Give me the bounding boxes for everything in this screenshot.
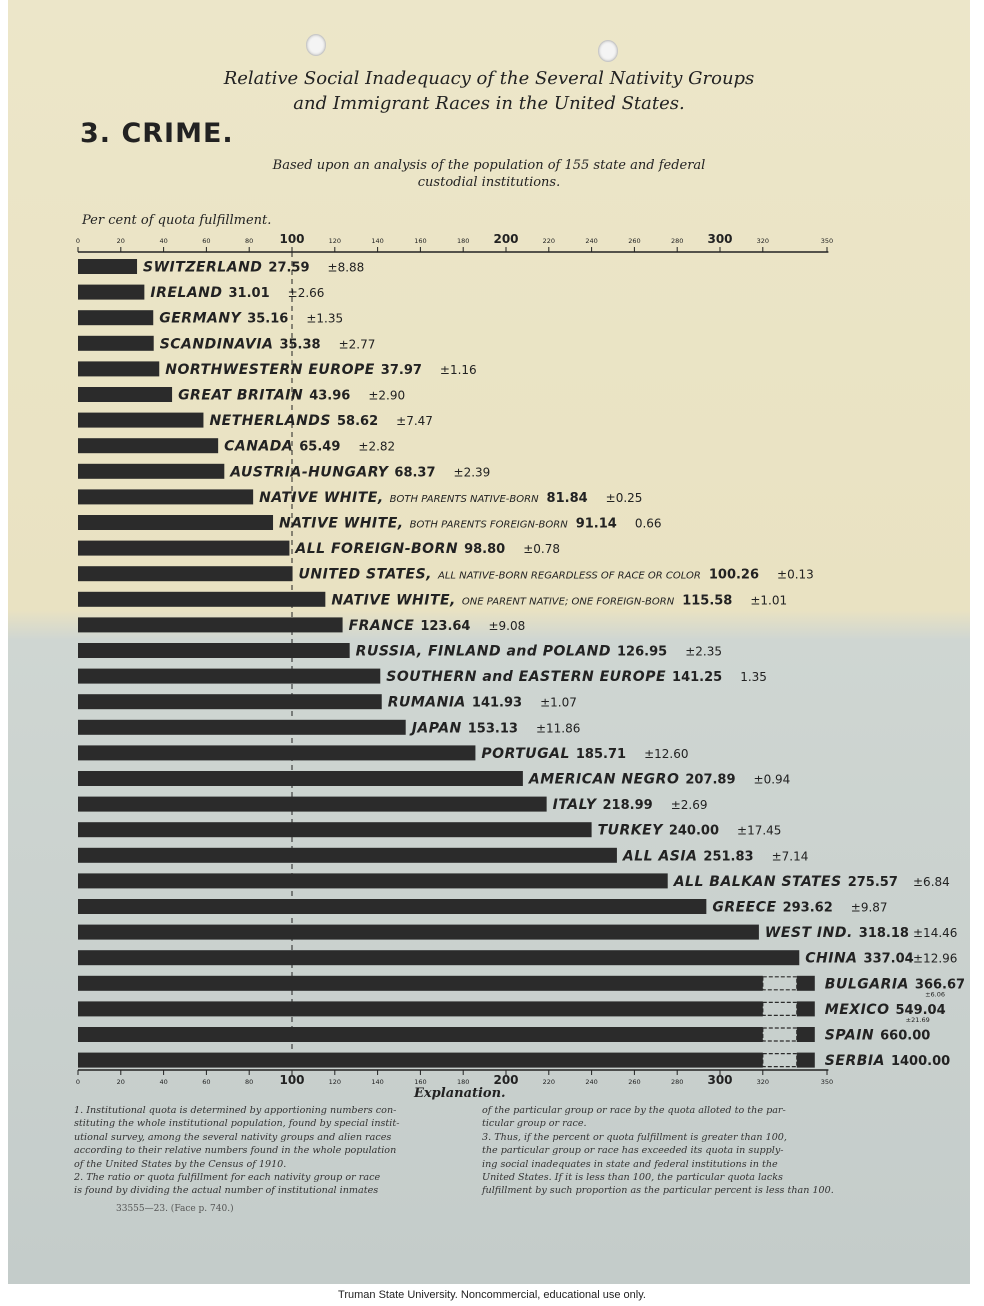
bar-label: ALL BALKAN STATES — [673, 873, 842, 890]
bar-error-label: ±2.35 — [685, 644, 722, 659]
bar-label: TURKEY — [597, 822, 663, 839]
bar-label: BULGARIA — [824, 976, 909, 993]
bar-error-label: ±7.47 — [396, 414, 433, 429]
bar-label: ALL FOREIGN-BORN — [295, 541, 459, 558]
data-bar — [78, 515, 273, 530]
bar-value-label: 549.04 — [895, 1002, 946, 1018]
data-bar — [78, 1053, 763, 1068]
axis-label: Per cent of quota fulfillment. — [82, 213, 272, 228]
data-bar — [78, 336, 154, 351]
top-tick-label: 220 — [542, 237, 556, 245]
bar-label: CANADA — [224, 438, 294, 455]
bottom-tick-label: 220 — [542, 1078, 556, 1086]
bar-error-label: ±9.08 — [488, 618, 526, 633]
chart-title-line-2: and Immigrant Races in the United States. — [293, 93, 685, 114]
bar-label: NATIVE WHITE, — [259, 489, 384, 506]
bottom-tick-label: 180 — [456, 1078, 470, 1086]
bottom-tick-label: 80 — [245, 1078, 254, 1086]
note-line: United States. If it is less than 100, the particular quota lacks — [482, 1172, 783, 1184]
data-bar — [78, 822, 592, 837]
bar-value-label: 251.83 — [703, 849, 754, 865]
bottom-tick-label: 300 — [707, 1073, 733, 1087]
data-bar — [78, 387, 172, 402]
top-tick-label: 320 — [756, 237, 770, 245]
bar-value-label: 58.62 — [337, 414, 379, 430]
bar-value-label: 37.97 — [380, 362, 422, 378]
top-tick-label: 20 — [116, 237, 125, 245]
bar-error-label: ±12.96 — [913, 951, 958, 966]
top-tick-label: 120 — [328, 237, 342, 245]
data-bar — [78, 899, 706, 914]
bar-label: IRELAND — [150, 285, 223, 302]
bar-value-label: 660.00 — [880, 1028, 931, 1044]
top-tick-label: 300 — [707, 232, 733, 246]
top-tick-label: 40 — [159, 237, 168, 245]
data-bar — [78, 797, 547, 812]
top-tick-label: 180 — [456, 237, 470, 245]
bar-error-label: ±6.84 — [913, 874, 950, 889]
note-line: 1. Institutional quota is determined by apportioning numbers con- — [74, 1105, 397, 1116]
bar-label: NETHERLANDS — [209, 413, 332, 430]
data-bar — [78, 413, 203, 428]
data-bar-end — [797, 1027, 815, 1042]
bar-error-label: ±1.01 — [750, 593, 788, 608]
image-credit: Truman State University. Noncommercial, educational use only. — [338, 1289, 646, 1301]
bar-label: RUMANIA — [387, 694, 466, 711]
bar-error-label: ±1.07 — [540, 695, 577, 710]
bottom-tick-label: 120 — [328, 1078, 342, 1086]
bottom-tick-label: 60 — [202, 1078, 211, 1086]
bar-label: SWITZERLAND — [143, 259, 263, 276]
data-bar — [78, 848, 617, 863]
bar-error-label: ±9.87 — [850, 900, 888, 915]
bar-error-label: ±7.14 — [771, 849, 809, 864]
data-bar — [78, 617, 343, 632]
bar-label: AMERICAN NEGRO — [528, 771, 680, 788]
bar-error-label: ±14.46 — [913, 926, 958, 941]
bar-label: GREECE — [712, 899, 777, 916]
bar-value-label: 318.18 — [858, 926, 909, 942]
bar-break — [763, 1028, 797, 1041]
data-bar — [78, 694, 382, 709]
bar-value-label: 91.14 — [575, 516, 617, 532]
bar-value-label: 100.26 — [708, 567, 760, 583]
top-tick-label: 240 — [585, 237, 598, 245]
note-line: of the particular group or race by the quota alloted to the par- — [482, 1105, 786, 1116]
top-tick-label: 200 — [493, 232, 519, 246]
data-bar — [78, 464, 224, 479]
bar-error-label: ±11.86 — [535, 721, 581, 736]
top-tick-label: 260 — [628, 237, 641, 245]
data-bar — [78, 489, 253, 504]
bar-value-label: 43.96 — [309, 388, 351, 404]
bar-value-label: 141.93 — [471, 695, 523, 711]
bottom-tick-label: 20 — [116, 1078, 125, 1086]
data-bar-end — [797, 1001, 815, 1016]
bar-value-label: 65.49 — [299, 439, 341, 455]
bottom-tick-label: 260 — [628, 1078, 641, 1086]
data-bar — [78, 873, 668, 888]
bar-value-label: 98.80 — [464, 542, 506, 558]
bar-label: GERMANY — [159, 310, 242, 327]
chart-heading: 3. CRIME. — [80, 118, 234, 149]
bar-label: SOUTHERN and EASTERN EUROPE — [386, 669, 667, 686]
bottom-tick-label: 40 — [159, 1078, 168, 1086]
bar-value-label: 366.67 — [914, 977, 966, 993]
bar-error-label: ±0.13 — [777, 567, 814, 582]
bar-break — [763, 1054, 797, 1067]
chart-sheet — [8, 0, 970, 1284]
bar-value-label: 81.84 — [546, 490, 588, 506]
bar-error-label: ±2.69 — [670, 798, 708, 813]
data-bar — [78, 925, 759, 940]
bar-label: SCANDINAVIA — [159, 336, 274, 353]
bar-error-label: ±6.06 — [925, 990, 946, 999]
note-line: the particular group or race has exceeded its quota in supply- — [482, 1145, 784, 1157]
bar-error-label: ±0.25 — [605, 490, 643, 505]
data-bar — [78, 976, 763, 991]
bar-error-label: ±21.69 — [905, 1015, 930, 1024]
data-bar — [78, 720, 406, 735]
data-bar — [78, 310, 153, 325]
data-bar — [78, 1001, 763, 1016]
bar-label: GREAT BRITAIN — [178, 387, 304, 404]
bar-value-label: 153.13 — [467, 721, 518, 737]
bar-label-detail: ONE PARENT NATIVE; ONE FOREIGN-BORN — [461, 596, 675, 608]
bar-label-detail: BOTH PARENTS FOREIGN-BORN — [409, 519, 568, 531]
data-bar — [78, 669, 380, 684]
data-bar — [78, 950, 799, 965]
bar-value-label: 240.00 — [668, 823, 720, 839]
bar-value-label: 27.59 — [268, 260, 310, 276]
data-bar — [78, 1027, 763, 1042]
note-line: utional survey, among the several nativity groups and alien races — [74, 1131, 392, 1143]
bar-value-label: 123.64 — [420, 618, 471, 634]
bar-break — [763, 977, 797, 990]
note-line: according to their relative numbers found in the whole population — [74, 1145, 397, 1157]
top-tick-label: 60 — [202, 237, 211, 245]
bar-error-label: ±2.82 — [358, 439, 396, 454]
note-line: ticular group or race. — [482, 1118, 587, 1130]
top-tick-label: 80 — [245, 237, 254, 245]
bar-error-label: ±2.90 — [368, 388, 406, 403]
note-line: of the United States by the Census of 1910. — [74, 1158, 287, 1170]
explanation-notes-right — [482, 1104, 902, 1198]
bar-value-label: 218.99 — [602, 798, 653, 814]
bar-label: WEST IND. — [764, 925, 853, 942]
bar-value-label: 115.58 — [682, 593, 733, 609]
note-line: is found by dividing the actual number of institutional inmates — [74, 1185, 379, 1197]
top-tick-label: 0 — [75, 237, 81, 245]
bar-label: SERBIA — [824, 1053, 885, 1070]
bottom-tick-label: 0 — [75, 1078, 81, 1086]
bar-error-label: 0.66 — [634, 516, 662, 531]
bar-chart — [8, 0, 970, 1090]
bottom-tick-label: 140 — [371, 1078, 384, 1086]
bar-label: FRANCE — [348, 617, 415, 634]
data-bar — [78, 566, 293, 581]
bar-error-label: ±17.45 — [737, 823, 782, 838]
data-bar — [78, 361, 159, 376]
bar-error-label: ±12.60 — [644, 746, 689, 761]
bottom-tick-label: 280 — [670, 1078, 684, 1086]
note-line: ing social inadequates in state and federal institutions in the — [482, 1158, 778, 1170]
bottom-tick-label: 350 — [820, 1078, 834, 1086]
data-bar — [78, 285, 144, 300]
bar-value-label: 35.16 — [247, 311, 289, 327]
bar-break — [763, 1002, 797, 1015]
data-bar — [78, 643, 350, 658]
bar-value-label: 293.62 — [782, 900, 833, 916]
data-bar — [78, 771, 523, 786]
bar-value-label: 275.57 — [847, 874, 898, 890]
bar-value-label: 141.25 — [672, 670, 723, 686]
bar-value-label: 68.37 — [394, 465, 436, 481]
top-tick-label: 350 — [820, 237, 834, 245]
top-tick-label: 100 — [279, 232, 305, 246]
data-bar-end — [797, 1053, 815, 1068]
data-bar — [78, 438, 218, 453]
bar-label: CHINA — [805, 950, 858, 967]
bar-label: RUSSIA, FINLAND and POLAND — [355, 643, 612, 660]
bar-label: NATIVE WHITE, — [331, 592, 456, 609]
bottom-tick-label: 160 — [414, 1078, 427, 1086]
explanation-heading: Explanation. — [414, 1086, 506, 1101]
chart-subtitle-line-1: Based upon an analysis of the population of 155 state and federal — [272, 158, 706, 173]
bar-label-detail: ALL NATIVE-BORN REGARDLESS OF RACE OR COLOR — [438, 570, 701, 582]
bar-error-label: 1.35 — [740, 670, 767, 685]
note-line: 3. Thus, if the percent or quota fulfillment is greater than 100, — [482, 1131, 787, 1143]
chart-title-line-1: Relative Social Inadequacy of the Several Nativity Groups — [223, 68, 755, 89]
data-bar — [78, 541, 289, 556]
bar-label: ITALY — [552, 797, 597, 814]
data-bar — [78, 745, 475, 760]
page-reference: 33555—23. (Face p. 740.) — [116, 1204, 234, 1214]
bar-value-label: 126.95 — [617, 644, 668, 660]
data-bar-end — [797, 976, 815, 991]
bar-value-label: 185.71 — [575, 746, 627, 762]
bar-label-detail: BOTH PARENTS NATIVE-BORN — [389, 493, 539, 505]
top-tick-label: 280 — [670, 237, 684, 245]
bar-label: JAPAN — [411, 720, 462, 737]
bar-value-label: 207.89 — [685, 772, 736, 788]
bar-label: AUSTRIA-HUNGARY — [230, 464, 389, 481]
bottom-tick-label: 240 — [585, 1078, 598, 1086]
bar-label: NORTHWESTERN EUROPE — [165, 361, 375, 378]
bar-value-label: 337.04 — [863, 951, 914, 967]
bar-error-label: ±2.77 — [338, 337, 376, 352]
bar-value-label: 35.38 — [279, 337, 321, 353]
data-bar — [78, 259, 137, 274]
bar-error-label: ±8.88 — [327, 260, 365, 275]
data-bar — [78, 592, 325, 607]
note-line: 2. The ratio or quota fulfillment for each nativity group or race — [74, 1172, 381, 1184]
bar-value-label: 1400.00 — [890, 1054, 951, 1070]
explanation-notes-left — [74, 1104, 454, 1198]
bar-label: PORTUGAL — [481, 745, 570, 762]
bottom-tick-label: 100 — [279, 1073, 305, 1087]
bar-error-label: ±0.78 — [523, 542, 560, 557]
note-line: fulfillment by such proportion as the particular percent is less than 100. — [482, 1185, 834, 1197]
bar-value-label: 31.01 — [228, 286, 270, 302]
bar-error-label: ±1.16 — [439, 362, 477, 377]
bar-label: NATIVE WHITE, — [279, 515, 404, 532]
bar-label: MEXICO — [824, 1001, 890, 1018]
bar-label: UNITED STATES, — [298, 566, 433, 583]
top-tick-label: 140 — [371, 237, 384, 245]
chart-subtitle-line-2: custodial institutions. — [417, 175, 561, 190]
note-line: stituting the whole institutional population, found by special instit- — [74, 1118, 400, 1130]
bar-label: ALL ASIA — [622, 848, 698, 865]
bar-error-label: ±1.35 — [306, 311, 344, 326]
bottom-tick-label: 320 — [756, 1078, 770, 1086]
bar-error-label: ±2.66 — [287, 286, 325, 301]
top-tick-label: 160 — [414, 237, 427, 245]
bar-error-label: ±2.39 — [453, 465, 491, 480]
bar-error-label: ±0.94 — [753, 772, 791, 787]
bar-label: SPAIN — [824, 1027, 875, 1044]
bottom-tick-label: 200 — [493, 1073, 519, 1087]
